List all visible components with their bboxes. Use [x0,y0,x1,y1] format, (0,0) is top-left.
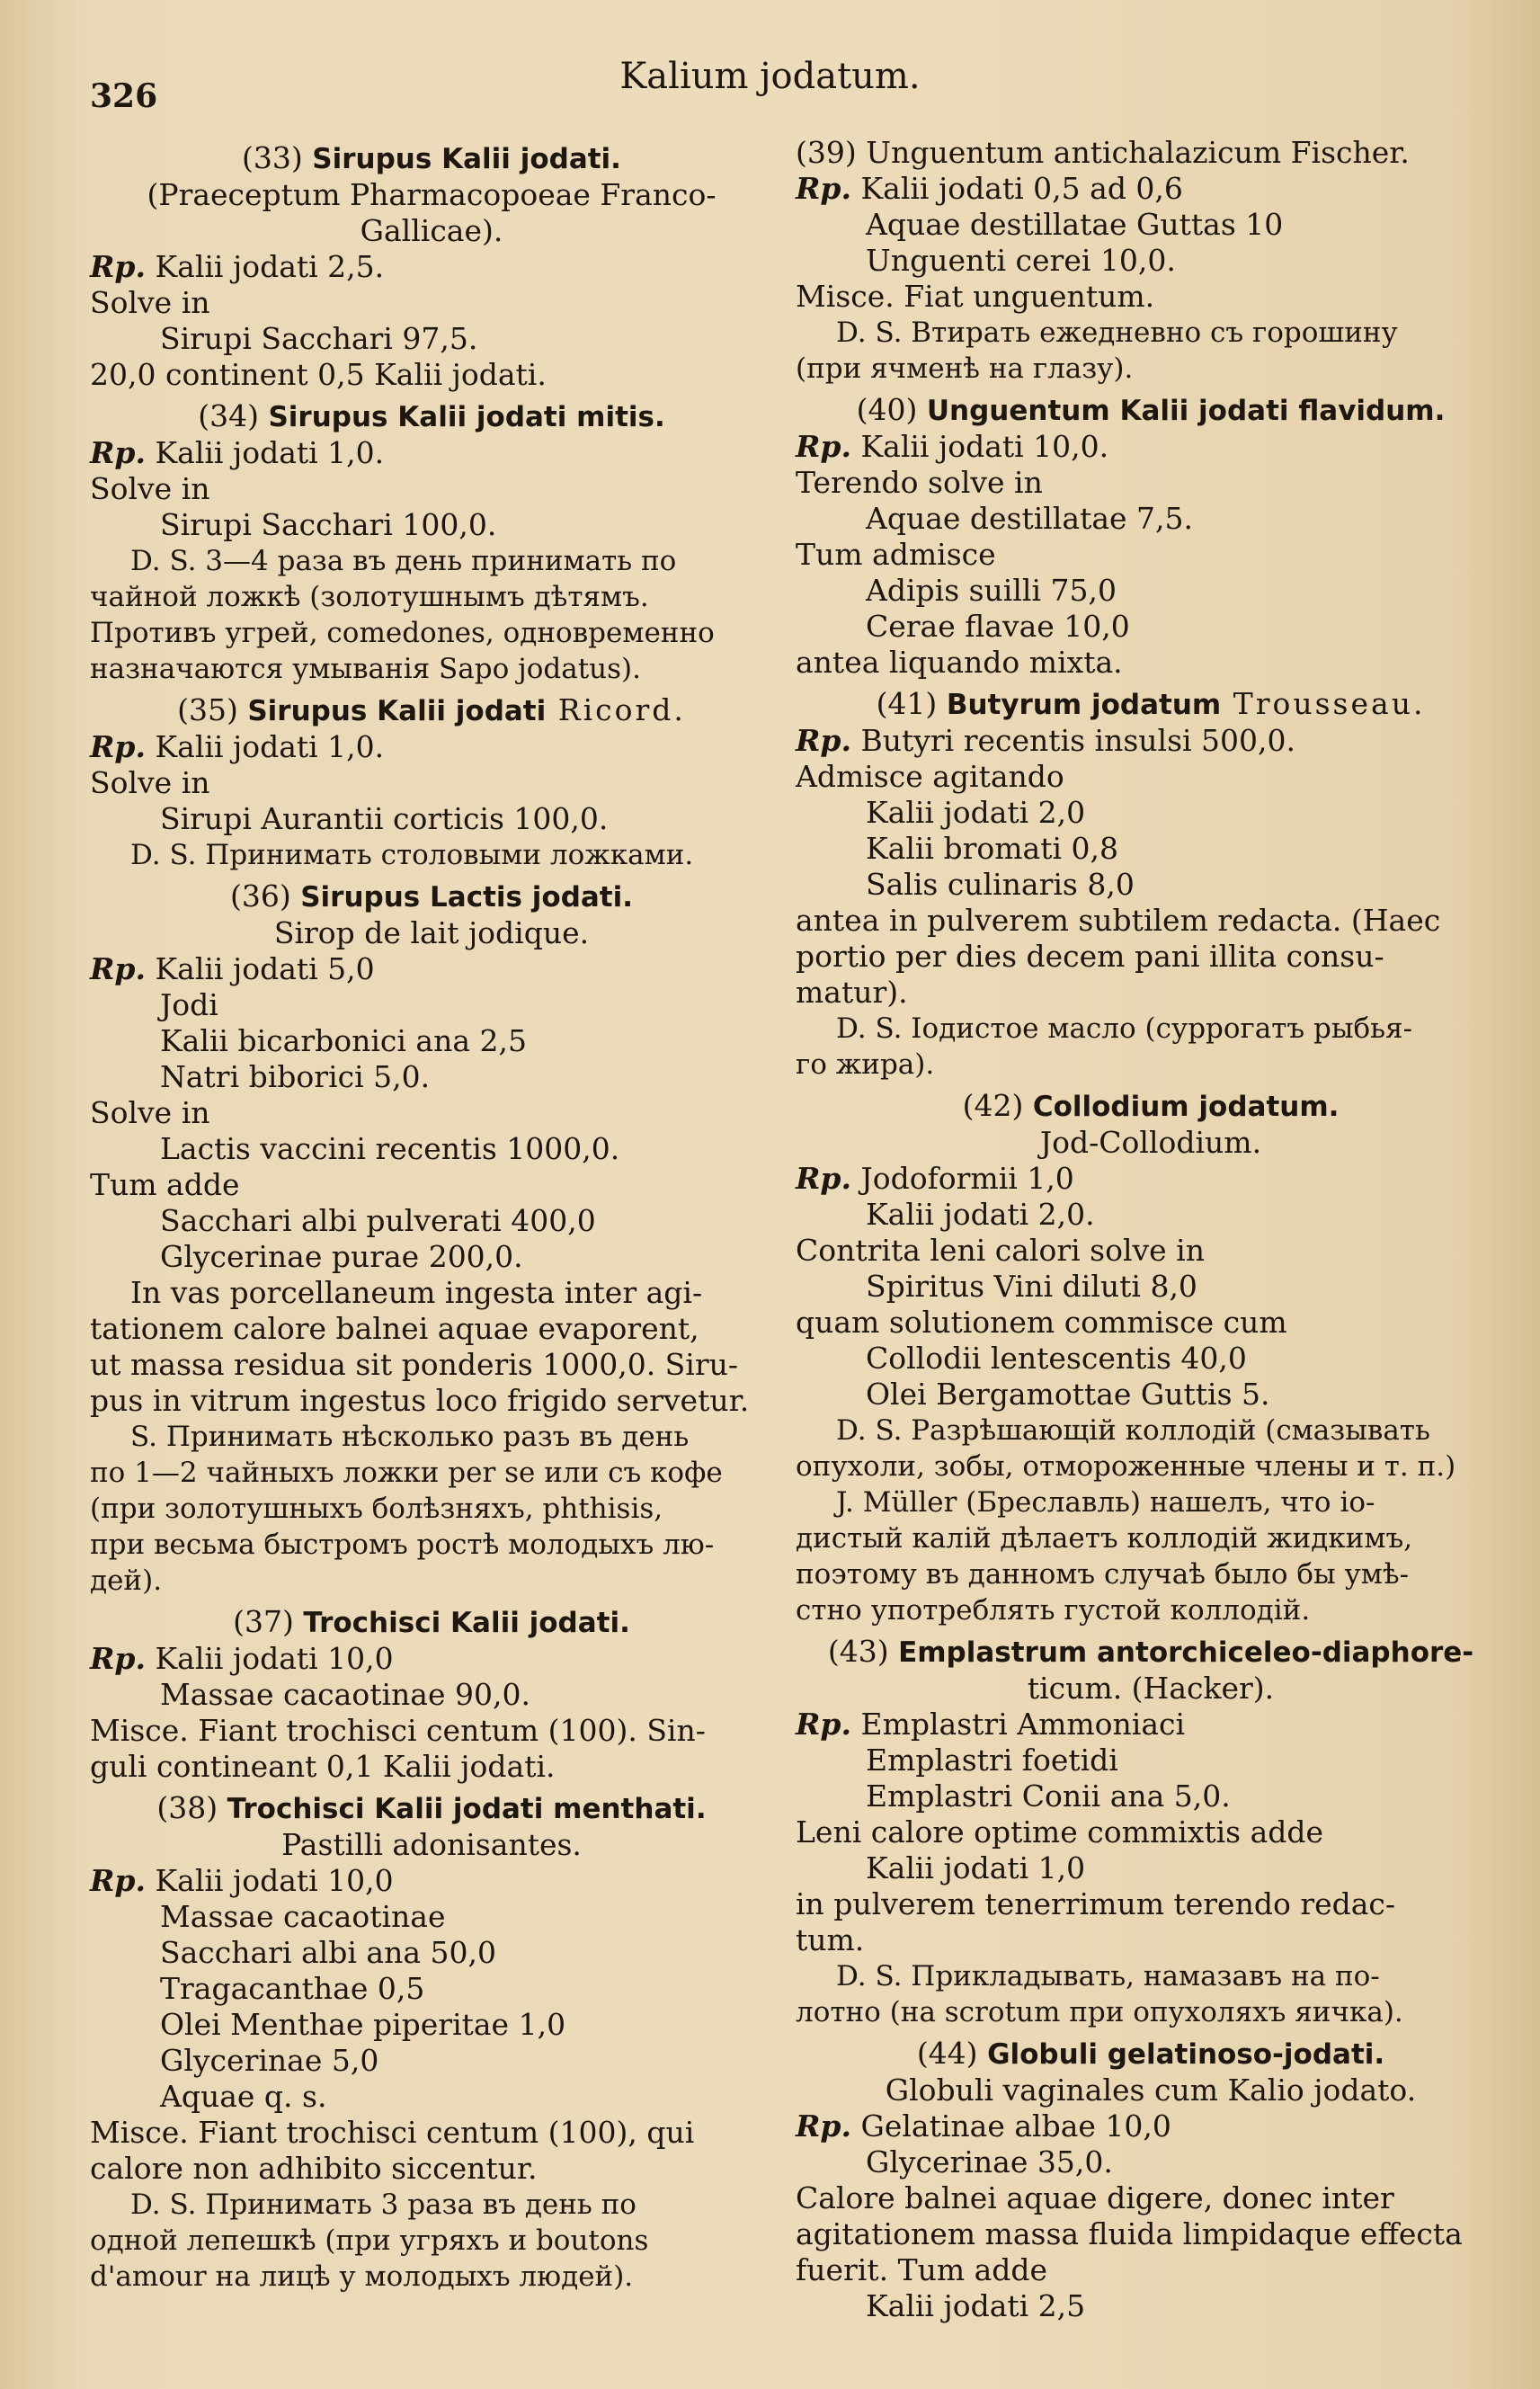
text-line [90,543,773,579]
text-line [90,1641,773,1677]
recipe-number: (39) [796,135,857,170]
text-line [796,315,1506,351]
line-text: назначаются умыванія Sapo jodatus). [90,653,641,685]
line-text: D. S. Прикладывать, намазавъ на по- [836,1960,1380,1992]
text-line [796,831,1506,867]
line-text: S. Принимать нѣсколько разъ въ день [130,1421,690,1453]
line-text: Kalii jodati 2,0. [866,1197,1095,1232]
line-text: Kalii bromati 0,8 [866,831,1118,866]
line-text: in pulverem tenerrimum terendo redac- [796,1886,1396,1921]
text-line [90,249,773,285]
recipe-sign: Rp. [90,951,146,986]
line-text: Misce. Fiat unguentum. [796,279,1155,314]
recipe-number: (33) [242,140,303,175]
recipe-title: Trochisci Kalii jodati. [303,1607,630,1639]
recipe-number: (36) [229,878,291,914]
right-column [796,135,1506,2324]
text-line [90,2115,773,2151]
recipe-author: Fischer. [1281,135,1410,170]
recipe-title: Sirupus Kalii jodati mitis. [268,401,665,433]
line-text: Sirupi Aurantii corticis 100,0. [160,801,609,836]
recipe-heading [796,392,1506,429]
text-line [796,975,1506,1011]
text-line [90,1203,773,1239]
text-line [90,1563,773,1599]
text-line [90,1935,773,1971]
line-text: Terendo solve in [796,465,1043,500]
text-line [796,1922,1506,1958]
text-line [796,1707,1506,1743]
text-line [796,1778,1506,1814]
line-text: Admisce agitando [796,759,1064,794]
line-text: Aquae destillatae Guttas 10 [866,207,1284,242]
recipe-title: Butyrum jodatum [946,689,1222,721]
line-text: (при золотушныхъ болѣзняхъ, phthisis, [90,1493,663,1525]
line-text: Contrita leni calori solve in [796,1233,1205,1268]
recipe-number: (34) [198,398,259,433]
text-line [90,801,773,837]
text-line [796,1886,1506,1922]
line-text: (Praeceptum Pharmacopoeae Franco- [147,177,717,212]
line-text: го жира). [796,1048,935,1081]
text-line [796,1850,1506,1886]
left-column [90,135,773,2295]
text-line [90,321,773,357]
text-line [90,1863,773,1899]
line-text: Glycerinae 35,0. [866,2144,1113,2180]
line-text: Misce. Fiant trochisci centum (100), qui [90,2115,695,2150]
recipe-title: Collodium jodatum. [1032,1091,1340,1123]
text-line [90,471,773,507]
text-line [90,1491,773,1527]
text-line [796,2288,1506,2324]
line-text: Gelatinae albae 10,0 [851,2108,1171,2144]
text-line [796,1484,1506,1520]
text-line [796,1958,1506,1994]
line-text: matur). [796,975,908,1010]
line-text: Solve in [90,765,210,800]
text-line [90,1899,773,1935]
line-text: pus in vitrum ingestus loco frigido servetur. [90,1383,750,1418]
recipe-title: ticum [1027,1671,1113,1706]
recipe-title: Trochisci Kalii jodati menthati. [227,1793,707,1825]
line-text: Противъ угрей, comedones, одновременно [90,617,715,649]
recipe-number: (41) [876,686,938,721]
line-text: calore non adhibito siccentur. [90,2151,538,2186]
text-line [90,2151,773,2187]
text-line [90,579,773,615]
line-text: Solve in [90,471,210,506]
recipe-sign: Rp. [90,249,146,284]
recipe-number: (37) [233,1604,294,1639]
text-line [90,765,773,801]
text-line [796,1556,1506,1592]
line-text: Unguenti cerei 10,0. [866,243,1176,278]
recipe-heading [90,1604,773,1641]
line-text: при весьма быстромъ ростѣ молодыхъ лю- [90,1529,715,1561]
line-text: Jodoformii 1,0 [851,1161,1074,1196]
text-line [90,987,773,1023]
text-line [90,1023,773,1059]
line-text: Sirop de lait jodique. [273,915,590,950]
text-line [796,903,1506,939]
recipe-author: . (Hacker). [1112,1671,1275,1706]
text-line [796,351,1506,387]
text-line [796,537,1506,573]
line-text: Pastilli adonisantes. [281,1827,582,1862]
text-line [90,1167,773,1203]
recipe-sign: Rp. [796,2108,851,2144]
line-text: antea liquando mixta. [796,645,1123,680]
line-text: Solve in [90,1095,210,1130]
line-text: D. S. 3—4 раза въ день принимать по [130,545,677,577]
line-text: Olei Bergamottae Guttis 5. [866,1377,1270,1412]
recipe-title: Sirupus Kalii jodati. [312,143,621,175]
text-line [796,1413,1506,1449]
recipe-heading [796,1088,1506,1125]
line-text: quam solutionem commisce cum [796,1305,1287,1340]
recipe-heading [90,878,773,915]
text-line [90,1059,773,1095]
text-line [796,1047,1506,1083]
line-text: Leni calore optime commixtis adde [796,1814,1324,1850]
line-text: Kalii jodati 2,5 [866,2288,1086,2323]
line-text: Kalii jodati 1,0. [146,435,385,470]
page-number: 326 [90,77,158,115]
text-line [90,2079,773,2115]
recipe-title: Globuli gelatinoso-jodati. [987,2038,1385,2071]
recipe-title: Sirupus Kalii jodati [247,695,547,727]
recipe-sign: Rp. [90,729,146,764]
recipe-sign: Rp. [796,1161,851,1196]
text-line [796,2180,1506,2216]
recipe-number: (35) [177,692,238,727]
line-text: дей). [90,1564,163,1597]
recipe-number: (44) [916,2036,978,2071]
line-text: D. S. Принимать столовыми ложками. [130,839,694,871]
recipe-sign: Rp. [90,1863,146,1898]
line-text: Kalii jodati 1,0. [146,729,385,764]
recipe-heading [796,1634,1506,1671]
line-text: Lactis vaccini recentis 1000,0. [160,1131,620,1166]
line-text: Kalii jodati 10,0 [146,1863,394,1898]
line-text: Gallicae). [360,213,503,248]
line-text: Calore balnei aquae digere, donec inter [796,2180,1394,2215]
recipe-sign: Rp. [90,1641,146,1676]
recipe-heading [796,1671,1506,1707]
line-text: antea in pulverem subtilem redacta. (Haec [796,903,1441,938]
line-text: ut massa residua sit ponderis 1000,0. Siru- [90,1347,739,1382]
text-line [796,759,1506,795]
line-text: чайной ложкѣ (золотушнымъ дѣтямъ. [90,581,649,613]
text-line [90,435,773,471]
recipe-title: Sirupus Lactis jodati. [300,881,634,914]
text-line [796,645,1506,681]
text-line [90,285,773,321]
line-text: по 1—2 чайныхъ ложки per se или съ кофе [90,1457,723,1489]
recipe-title: Emplastrum antorchiceleo-diaphore- [898,1636,1474,1669]
line-text: Aquae q. s. [160,2079,327,2114]
text-line [90,507,773,543]
recipe-author: Ricord. [546,692,686,727]
text-line [796,1305,1506,1341]
line-text: лотно (на scrotum при опухоляхъ яичка). [796,1996,1403,2028]
recipe-title: Unguentum antichalazicum [866,135,1282,170]
text-line [796,1341,1506,1377]
text-line [90,1455,773,1491]
line-text: Spiritus Vini diluti 8,0 [866,1269,1197,1304]
line-text: D. S. Втирать ежедневно съ горошину [836,316,1398,349]
text-line [796,207,1506,243]
text-line [796,429,1506,465]
text-line [796,1197,1506,1233]
line-text: Collodii lentescentis 40,0 [866,1341,1247,1376]
text-line [90,729,773,765]
line-text: Sacchari albi ana 50,0 [160,1935,496,1970]
recipe-heading [796,686,1506,723]
text-line [796,1592,1506,1628]
line-text: D. S. Принимать 3 раза въ день по [130,2188,636,2221]
line-text: D. S. Іодистое масло (суррогатъ рыбья- [836,1012,1413,1045]
line-text: Kalii jodati 0,5 ad 0,6 [851,171,1183,206]
recipe-heading [90,140,773,177]
recipe-title: Unguentum Kalii jodati flavidum. [926,395,1446,427]
line-text: Solve in [90,285,210,320]
text-line [90,2187,773,2223]
text-line [90,357,773,393]
line-text: tum. [796,1922,865,1957]
line-text: дистый калій дѣлаетъ коллодій жидкимъ, [796,1522,1413,1555]
line-text: Emplastri Ammoniaci [851,1707,1186,1742]
line-text: (при ячменѣ на глазу). [796,352,1134,385]
line-text: Misce. Fiant trochisci centum (100). Sin- [90,1713,706,1748]
line-text: Kalii bicarbonici ana 2,5 [160,1023,527,1058]
text-line [90,1677,773,1713]
line-text: tationem calore balnei aquae evaporent, [90,1311,699,1346]
line-text: Natri biborici 5,0. [160,1059,431,1094]
line-text: Glycerinae 5,0 [160,2043,379,2078]
text-line [90,1275,773,1311]
line-text: J. Müller (Бреславль) нашелъ, что іо- [836,1486,1375,1519]
line-text: Butyri recentis insulsi 500,0. [851,723,1296,758]
text-line [796,1449,1506,1484]
text-line [796,2216,1506,2252]
text-line [90,1971,773,2007]
text-line [796,867,1506,903]
recipe-author: Trousseau. [1221,686,1426,721]
text-line [90,1527,773,1563]
text-line [90,1131,773,1167]
line-text: Sirupi Sacchari 100,0. [160,507,497,542]
text-line [90,2259,773,2295]
text-line [796,501,1506,537]
recipe-sign: Rp. [796,1707,851,1742]
text-line [90,1749,773,1785]
text-line [796,1125,1506,1161]
text-line [90,213,773,249]
text-line [796,465,1506,501]
line-text: поэтому въ данномъ случаѣ было бы умѣ- [796,1558,1410,1591]
line-text: Massae cacaotinae [160,1899,446,1934]
text-line [796,171,1506,207]
line-text: Cerae flavae 10,0 [866,609,1130,644]
text-line [90,2007,773,2043]
text-line [796,795,1506,831]
recipe-heading [90,1790,773,1827]
text-line [796,939,1506,975]
line-text: Emplastri Conii ana 5,0. [866,1778,1231,1814]
line-text: Sirupi Sacchari 97,5. [160,321,478,356]
recipe-number: (40) [856,392,918,427]
text-line [796,279,1506,315]
text-line [796,243,1506,279]
recipe-heading [90,692,773,729]
text-line [90,651,773,687]
line-text: Kalii jodati 5,0 [146,951,375,986]
text-line [90,1095,773,1131]
text-line [90,615,773,651]
text-line [796,573,1506,609]
line-text: опухоли, зобы, отмороженные члены и т. п.) [796,1450,1456,1483]
text-line [90,837,773,873]
text-line [796,2073,1506,2108]
text-line [796,1161,1506,1197]
line-text: 20,0 continent 0,5 Kalii jodati. [90,357,547,392]
text-line [90,2043,773,2079]
text-line [796,1743,1506,1778]
line-text: Tum admisce [796,537,996,572]
text-line [796,2144,1506,2180]
text-line [796,1011,1506,1047]
text-line [796,1814,1506,1850]
line-text: Kalii jodati 2,0 [866,795,1086,830]
text-line [90,1419,773,1455]
line-text: Kalii jodati 10,0. [851,429,1109,464]
line-text: agitationem massa fluida limpidaque effecta [796,2216,1463,2251]
text-line [90,951,773,987]
text-line [90,1383,773,1419]
recipe-sign: Rp. [796,723,851,758]
text-line [796,1994,1506,2030]
line-text: Emplastri foetidi [866,1743,1118,1778]
line-text: Jodi [160,987,218,1022]
text-line [90,1239,773,1275]
text-line [90,1713,773,1749]
line-text: Salis culinaris 8,0 [866,867,1135,902]
line-text: Tum adde [90,1167,240,1202]
text-line [90,915,773,951]
text-line [796,1520,1506,1556]
line-text: Olei Menthae piperitae 1,0 [160,2007,566,2042]
line-text: Massae cacaotinae 90,0. [160,1677,530,1712]
line-text: Kalii jodati 1,0 [866,1850,1086,1885]
line-text: Globuli vaginales cum Kalio jodato. [885,2073,1417,2108]
text-line [796,1269,1506,1305]
text-line [90,1827,773,1863]
text-line [796,1233,1506,1269]
line-text: одной лепешкѣ (при угряхъ и boutons [90,2224,649,2257]
recipe-heading [796,2036,1506,2073]
line-text: Adipis suilli 75,0 [866,573,1117,608]
text-line [796,1377,1506,1413]
line-text: D. S. Разрѣшающій коллодій (смазывать [836,1414,1430,1447]
line-text: Kalii jodati 2,5. [146,249,385,284]
line-text: fuerit. Tum adde [796,2252,1048,2287]
text-line [90,177,773,213]
line-text: Sacchari albi pulverati 400,0 [160,1203,596,1238]
text-line [796,2108,1506,2144]
recipe-heading [796,135,1506,171]
recipe-sign: Rp. [90,435,146,470]
line-text: In vas porcellaneum ingesta inter agi- [130,1275,703,1310]
line-text: стно употреблять густой коллодій. [796,1594,1311,1627]
line-text: Glycerinae purae 200,0. [160,1239,523,1274]
text-line [90,2223,773,2259]
recipe-number: (38) [156,1790,218,1825]
line-text: Tragacanthae 0,5 [160,1971,425,2006]
recipe-sign: Rp. [796,171,851,206]
line-text: d'amour на лицѣ у молодыхъ людей). [90,2260,634,2293]
recipe-number: (42) [962,1088,1024,1123]
recipe-heading [90,398,773,435]
text-line [796,2252,1506,2288]
text-line [90,1347,773,1383]
recipe-sign: Rp. [796,429,851,464]
running-head: Kalium jodatum. [619,56,921,97]
line-text: portio per dies decem pani illita consu- [796,939,1384,974]
recipe-number: (43) [827,1634,889,1669]
text-line [90,1311,773,1347]
line-text: Jod-Collodium. [1039,1125,1262,1160]
text-line [796,609,1506,645]
line-text: Kalii jodati 10,0 [146,1641,394,1676]
line-text: guli contineant 0,1 Kalii jodati. [90,1749,556,1784]
text-line [796,723,1506,759]
line-text: Aquae destillatae 7,5. [866,501,1194,536]
